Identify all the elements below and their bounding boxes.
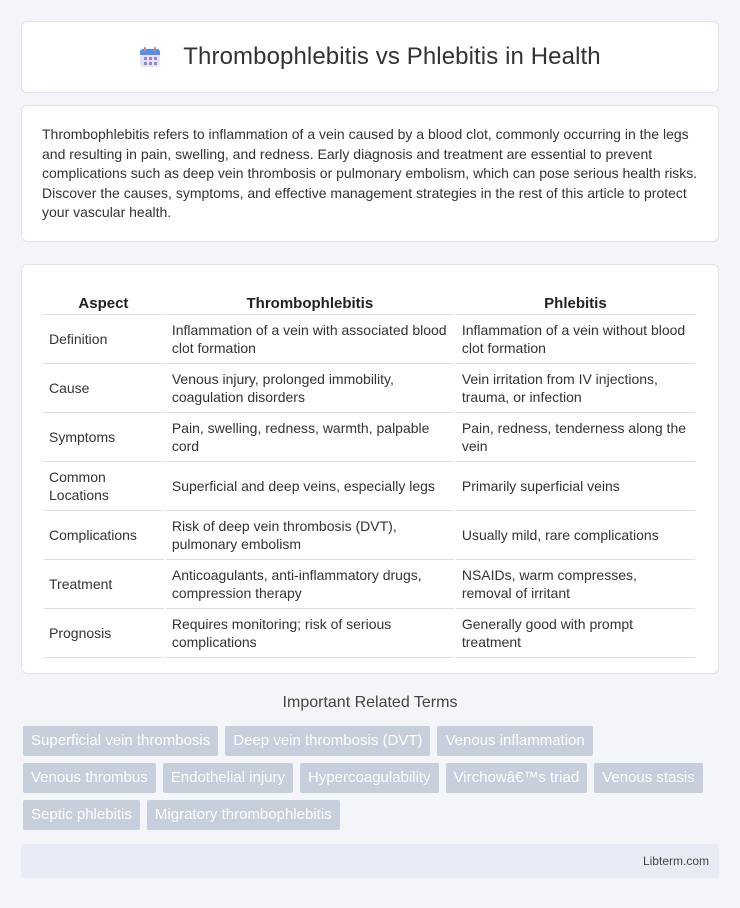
title-wrap bbox=[139, 43, 600, 71]
related-term-tag[interactable]: Venous thrombus bbox=[23, 763, 156, 793]
thrombophlebitis-cell: Anticoagulants, anti-inflammatory drugs, compression therapy bbox=[166, 560, 454, 609]
thrombophlebitis-cell: Requires monitoring; risk of serious complications bbox=[166, 609, 454, 658]
related-term-tag[interactable]: Superficial vein thrombosis bbox=[23, 726, 218, 756]
table-row bbox=[43, 413, 695, 462]
aspect-cell: Definition bbox=[43, 315, 164, 364]
header-thrombophlebitis: Thrombophlebitis bbox=[166, 282, 454, 315]
aspect-cell: Complications bbox=[43, 511, 164, 560]
phlebitis-cell: Generally good with prompt treatment bbox=[456, 609, 695, 658]
calendar-icon bbox=[139, 46, 161, 68]
phlebitis-cell: Vein irritation from IV injections, trauma, or infection bbox=[456, 364, 695, 413]
related-term-tag[interactable]: Migratory thrombophlebitis bbox=[147, 800, 340, 830]
aspect-cell: Treatment bbox=[43, 560, 164, 609]
related-term-tag[interactable]: Septic phlebitis bbox=[23, 800, 140, 830]
related-terms-title: Important Related Terms bbox=[282, 694, 458, 711]
related-term-tag[interactable]: Endothelial injury bbox=[163, 763, 293, 793]
header-card bbox=[21, 21, 719, 93]
table-row bbox=[43, 364, 695, 413]
phlebitis-cell: Inflammation of a vein without blood clot formation bbox=[456, 315, 695, 364]
phlebitis-cell: Primarily superficial veins bbox=[456, 462, 695, 511]
thrombophlebitis-cell: Venous injury, prolonged immobility, coagulation disorders bbox=[166, 364, 454, 413]
related-terms-list bbox=[23, 726, 723, 830]
related-term-tag[interactable]: Hypercoagulability bbox=[300, 763, 439, 793]
comparison-table bbox=[41, 282, 697, 658]
table-row bbox=[43, 511, 695, 560]
page-title: Thrombophlebitis vs Phlebitis in Health bbox=[183, 43, 601, 70]
table-row bbox=[43, 315, 695, 364]
comparison-table-card bbox=[21, 264, 719, 674]
intro-paragraph: Thrombophlebitis refers to inflammation of a vein caused by a blood clot, commonly occurring in the legs and resulting in pain, swelling, and redness. Early diagnosis and treatment are essential to prevent complications such as deep vein thrombosis or pulmonary embolism, which can pose serious health risks. Discover the causes, symptoms, and effective management strategies in the rest of this article to protect your vascular health. bbox=[42, 126, 698, 220]
footer bbox=[21, 844, 719, 878]
table-header-row bbox=[43, 282, 695, 315]
related-term-tag[interactable]: Deep vein thrombosis (DVT) bbox=[225, 726, 430, 756]
thrombophlebitis-cell: Inflammation of a vein with associated blood clot formation bbox=[166, 315, 454, 364]
related-term-tag[interactable]: Virchowâ€™s triad bbox=[446, 763, 588, 793]
thrombophlebitis-cell: Pain, swelling, redness, warmth, palpable cord bbox=[166, 413, 454, 462]
aspect-cell: Cause bbox=[43, 364, 164, 413]
table-row bbox=[43, 560, 695, 609]
aspect-cell: Common Locations bbox=[43, 462, 164, 511]
header-phlebitis: Phlebitis bbox=[456, 282, 695, 315]
phlebitis-cell: Usually mild, rare complications bbox=[456, 511, 695, 560]
intro-card bbox=[21, 105, 719, 242]
table-row bbox=[43, 609, 695, 658]
thrombophlebitis-cell: Risk of deep vein thrombosis (DVT), pulmonary embolism bbox=[166, 511, 454, 560]
phlebitis-cell: Pain, redness, tenderness along the vein bbox=[456, 413, 695, 462]
header-aspect: Aspect bbox=[43, 282, 164, 315]
related-term-tag[interactable]: Venous stasis bbox=[594, 763, 703, 793]
related-term-tag[interactable]: Venous inflammation bbox=[437, 726, 592, 756]
aspect-cell: Prognosis bbox=[43, 609, 164, 658]
thrombophlebitis-cell: Superficial and deep veins, especially legs bbox=[166, 462, 454, 511]
table-row bbox=[43, 462, 695, 511]
aspect-cell: Symptoms bbox=[43, 413, 164, 462]
footer-brand-link[interactable]: Libterm.com bbox=[642, 854, 709, 868]
phlebitis-cell: NSAIDs, warm compresses, removal of irritant bbox=[456, 560, 695, 609]
